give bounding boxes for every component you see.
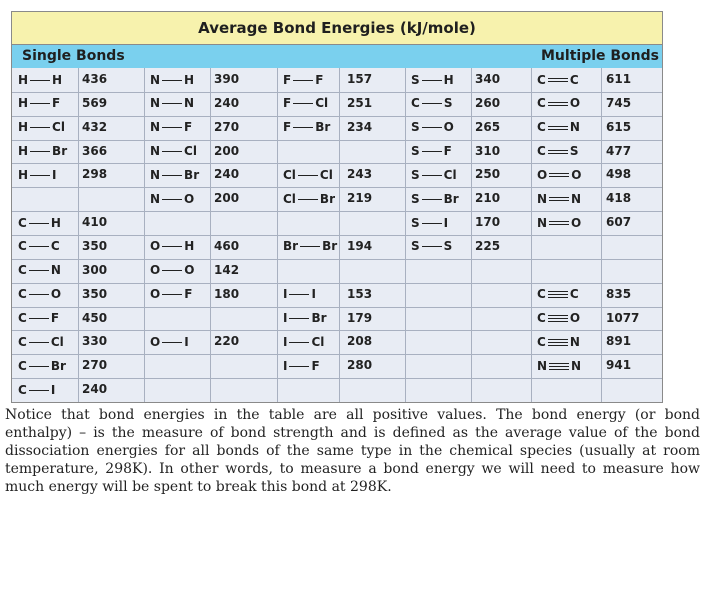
bond-line-icon (293, 74, 313, 86)
bond-formula (411, 68, 454, 91)
bond-line-icon (300, 240, 320, 252)
atom-symbol: S (569, 144, 579, 159)
bond-energy-value: 941 (606, 358, 632, 373)
atom-symbol: C (537, 334, 546, 349)
bond-formula (18, 116, 65, 139)
atom-symbol: S (411, 239, 420, 254)
bond-energy-value: 210 (475, 191, 501, 206)
bond-formula (150, 140, 197, 163)
bond-line-icon (548, 145, 568, 157)
bond-line-icon (162, 193, 182, 205)
atom-symbol: Cl (283, 167, 296, 182)
bond-line-icon (289, 336, 309, 348)
bond-formula (411, 92, 452, 115)
atom-symbol: Cl (311, 334, 325, 349)
bond-line-icon (30, 97, 50, 109)
bond-formula (18, 68, 62, 91)
bond-line-icon (422, 97, 442, 109)
bond-line-icon (29, 240, 49, 252)
bond-line-icon (162, 169, 182, 181)
bond-energy-value: 615 (606, 119, 632, 134)
bond-formula (411, 187, 459, 210)
atom-symbol: C (18, 382, 27, 397)
atom-symbol: H (184, 239, 195, 254)
single-bonds-header: Single Bonds (22, 48, 125, 64)
multiple-bonds-header: Multiple Bonds (541, 48, 659, 64)
atom-symbol: O (184, 263, 195, 278)
atom-symbol: C (18, 334, 27, 349)
bond-energy-value: 745 (606, 95, 632, 110)
atom-symbol: C (18, 287, 27, 302)
atom-symbol: F (315, 72, 324, 87)
explanation-paragraph: Notice that bond energies in the table are all positive values. The bond energy (or bond enthalpy) – is the measure of bond strength and is defined as the average value of the bond dissociation energies for all bonds of the same type in the chemical species (usually at room temperature, 298K). In other words, to measure a bond energy we will need to measure how much energy will be spent to break this bond at 298K. (5, 407, 700, 495)
bond-energy-value: 179 (347, 310, 373, 325)
bond-formula (150, 330, 189, 353)
atom-symbol: Cl (50, 334, 64, 349)
bond-energy-value: 432 (82, 119, 108, 134)
atom-symbol: S (443, 96, 453, 111)
atom-symbol: Br (283, 239, 299, 254)
atom-symbol: I (52, 167, 57, 182)
bond-line-icon (162, 121, 182, 133)
bond-energy-table (11, 11, 663, 403)
bond-energy-value: 251 (347, 95, 373, 110)
atom-symbol: C (18, 239, 27, 254)
atom-symbol: Br (319, 191, 335, 206)
bond-energy-value: 170 (475, 215, 501, 230)
bond-formula (150, 283, 192, 306)
bond-line-icon (29, 336, 49, 348)
bond-line-icon (422, 217, 442, 229)
atom-symbol: F (184, 120, 193, 135)
bond-grid (12, 68, 662, 402)
bond-energy-value: 569 (82, 95, 108, 110)
bond-formula (283, 68, 323, 91)
bond-formula (537, 187, 581, 210)
bond-line-icon (29, 384, 49, 396)
atom-symbol: Cl (315, 96, 329, 111)
bond-energy-value: 1077 (606, 310, 640, 325)
atom-symbol: C (537, 144, 546, 159)
bond-formula (18, 163, 57, 186)
bond-energy-value: 200 (214, 191, 240, 206)
bond-line-icon (293, 121, 313, 133)
bond-formula (18, 378, 55, 401)
bond-line-icon (162, 74, 182, 86)
atom-symbol: O (443, 120, 454, 135)
row-divider (12, 259, 662, 260)
atom-symbol: Br (315, 120, 331, 135)
bond-formula (150, 187, 194, 210)
atom-symbol: I (311, 287, 316, 302)
bond-energy-value: 330 (82, 334, 108, 349)
bond-formula (411, 211, 448, 234)
table-header-row (12, 44, 662, 68)
bond-energy-value: 225 (475, 238, 501, 253)
bond-line-icon (548, 74, 568, 86)
bond-line-icon (162, 264, 182, 276)
bond-formula (18, 235, 60, 258)
atom-symbol: C (537, 287, 546, 302)
atom-symbol: C (18, 358, 27, 373)
atom-symbol: H (50, 215, 61, 230)
atom-symbol: H (52, 72, 63, 87)
atom-symbol: C (18, 215, 27, 230)
bond-energy-value: 607 (606, 215, 632, 230)
bond-formula (283, 92, 328, 115)
atom-symbol: I (283, 287, 288, 302)
table-title-row (12, 12, 662, 44)
bond-energy-value: 220 (214, 334, 240, 349)
atom-symbol: C (537, 96, 546, 111)
atom-symbol: C (569, 287, 579, 302)
atom-symbol: C (18, 311, 27, 325)
bond-energy-value: 234 (347, 119, 373, 134)
atom-symbol: H (443, 72, 454, 87)
bond-line-icon (162, 145, 182, 157)
atom-symbol: O (571, 215, 582, 230)
bond-line-icon (549, 360, 569, 372)
bond-energy-value: 208 (347, 334, 373, 349)
atom-symbol: O (184, 191, 195, 206)
bond-formula (150, 235, 194, 258)
bond-energy-value: 157 (347, 72, 373, 86)
bond-formula (18, 259, 61, 282)
bond-energy-value: 153 (347, 286, 373, 301)
bond-energy-value: 340 (475, 72, 501, 86)
atom-symbol: Br (311, 311, 327, 325)
atom-symbol: C (537, 311, 546, 325)
bond-formula (150, 92, 194, 115)
bond-energy-value: 410 (82, 215, 108, 230)
bond-line-icon (422, 240, 442, 252)
bond-energy-value: 350 (82, 286, 108, 301)
bond-energy-value: 270 (214, 119, 240, 134)
bond-line-icon (30, 121, 50, 133)
atom-symbol: I (283, 311, 288, 325)
bond-line-icon (29, 288, 49, 300)
atom-symbol: Cl (184, 144, 197, 159)
atom-symbol: N (150, 144, 161, 159)
bond-energy-value: 260 (475, 95, 501, 110)
atom-symbol: F (283, 120, 292, 135)
bond-formula (283, 330, 324, 353)
atom-symbol: N (569, 120, 580, 135)
atom-symbol: S (411, 144, 420, 159)
atom-symbol: H (18, 167, 29, 182)
bond-formula (283, 163, 333, 186)
atom-symbol: Br (52, 144, 68, 159)
atom-symbol: N (184, 96, 195, 111)
bond-formula (537, 283, 579, 306)
bond-energy-value: 498 (606, 167, 632, 182)
atom-symbol: Br (50, 358, 66, 373)
bond-formula (537, 140, 578, 163)
atom-symbol: Cl (283, 191, 296, 206)
atom-symbol: N (537, 358, 548, 373)
atom-symbol: N (150, 120, 161, 135)
bond-formula (283, 116, 330, 139)
bond-formula (150, 68, 194, 91)
bond-line-icon (548, 288, 568, 300)
atom-symbol: O (569, 96, 581, 111)
bond-line-icon (422, 193, 442, 205)
atom-symbol: H (18, 72, 29, 87)
atom-symbol: C (18, 263, 27, 278)
bond-energy-value: 240 (214, 95, 240, 110)
atom-symbol: N (150, 167, 161, 182)
bond-formula (18, 140, 67, 163)
bond-formula (411, 140, 452, 163)
atom-symbol: C (537, 120, 546, 135)
atom-symbol: N (571, 191, 582, 206)
bond-formula (537, 211, 581, 234)
bond-formula (537, 68, 579, 91)
bond-line-icon (548, 312, 568, 324)
atom-symbol: S (411, 72, 420, 87)
atom-symbol: O (150, 287, 161, 302)
bond-formula (537, 354, 581, 377)
atom-symbol: O (537, 167, 548, 182)
bond-line-icon (422, 121, 442, 133)
atom-symbol: F (52, 96, 61, 111)
row-divider (12, 378, 662, 379)
atom-symbol: C (411, 96, 420, 111)
bond-energy-value: 350 (82, 238, 108, 253)
bond-energy-value: 891 (606, 334, 632, 349)
bond-formula (537, 330, 580, 353)
bond-formula (18, 92, 60, 115)
bond-formula (18, 211, 61, 234)
bond-energy-value: 460 (214, 238, 240, 253)
bond-line-icon (298, 169, 318, 181)
bond-line-icon (548, 121, 568, 133)
atom-symbol: N (150, 72, 161, 87)
bond-formula (537, 92, 580, 115)
atom-symbol: O (50, 287, 62, 302)
atom-symbol: F (184, 287, 193, 302)
bond-line-icon (422, 74, 442, 86)
bond-formula (283, 354, 320, 377)
atom-symbol: H (184, 72, 195, 87)
bond-energy-value: 280 (347, 358, 373, 373)
atom-symbol: O (569, 311, 581, 325)
atom-symbol: C (50, 239, 60, 254)
atom-symbol: Br (184, 167, 200, 182)
atom-symbol: O (150, 263, 161, 278)
bond-energy-value: 436 (82, 72, 108, 86)
bond-line-icon (289, 360, 309, 372)
bond-energy-value: 142 (214, 262, 240, 277)
bond-energy-value: 219 (347, 191, 373, 206)
bond-line-icon (549, 169, 569, 181)
atom-symbol: I (443, 215, 449, 230)
bond-energy-value: 418 (606, 191, 632, 206)
bond-formula (537, 163, 581, 186)
atom-symbol: C (569, 72, 579, 87)
bond-line-icon (29, 264, 49, 276)
bond-line-icon (289, 288, 309, 300)
bond-formula (18, 354, 66, 377)
bond-line-icon (422, 169, 442, 181)
bond-line-icon (29, 360, 49, 372)
bond-line-icon (30, 145, 50, 157)
bond-energy-value: 835 (606, 286, 632, 301)
atom-symbol: N (150, 191, 161, 206)
atom-symbol: S (411, 191, 420, 206)
bond-line-icon (549, 217, 569, 229)
bond-line-icon (293, 97, 313, 109)
bond-line-icon (30, 74, 50, 86)
bond-energy-value: 477 (606, 143, 632, 158)
bond-formula (150, 163, 199, 186)
bond-formula (411, 116, 454, 139)
bond-formula (283, 235, 337, 258)
atom-symbol: S (411, 215, 420, 230)
bond-energy-value: 450 (82, 310, 108, 325)
bond-formula (150, 116, 192, 139)
bond-formula (150, 259, 194, 282)
atom-symbol: I (283, 358, 288, 373)
bond-energy-value: 300 (82, 262, 108, 277)
bond-formula (411, 163, 457, 186)
bond-line-icon (162, 288, 182, 300)
table-title: Average Bond Energies (kJ/mole) (198, 19, 476, 37)
atom-symbol: N (571, 358, 582, 373)
atom-symbol: O (150, 239, 161, 254)
bond-energy-value: 611 (606, 72, 632, 86)
atom-symbol: I (283, 334, 288, 349)
bond-line-icon (298, 193, 318, 205)
atom-symbol: F (283, 96, 292, 111)
atom-symbol: O (571, 167, 582, 182)
bond-energy-value: 240 (214, 167, 240, 182)
bond-energy-value: 310 (475, 143, 501, 158)
atom-symbol: N (537, 191, 548, 206)
atom-symbol: F (443, 144, 452, 159)
bond-formula (537, 307, 580, 330)
bond-formula (283, 283, 316, 306)
bond-energy-value: 390 (214, 72, 240, 86)
bond-line-icon (162, 336, 182, 348)
atom-symbol: Br (322, 239, 338, 254)
atom-symbol: H (18, 96, 29, 111)
bond-line-icon (162, 97, 182, 109)
bond-energy-value: 240 (82, 382, 108, 397)
bond-formula (283, 307, 327, 330)
bond-formula (18, 330, 64, 353)
bond-line-icon (30, 169, 50, 181)
bond-line-icon (548, 336, 568, 348)
atom-symbol: Cl (443, 167, 457, 182)
bond-line-icon (29, 217, 49, 229)
bond-formula (537, 116, 580, 139)
bond-line-icon (162, 240, 182, 252)
atom-symbol: N (50, 263, 61, 278)
atom-symbol: Cl (319, 167, 333, 182)
bond-line-icon (29, 312, 49, 324)
atom-symbol: F (50, 311, 60, 325)
atom-symbol: O (150, 334, 161, 349)
atom-symbol: Cl (52, 120, 65, 135)
bond-formula (18, 283, 61, 306)
atom-symbol: F (311, 358, 320, 373)
bond-energy-value: 270 (82, 358, 108, 373)
bond-energy-value: 366 (82, 143, 108, 158)
bond-formula (283, 187, 335, 210)
bond-energy-value: 298 (82, 167, 108, 182)
atom-symbol: F (283, 72, 292, 87)
bond-formula (411, 235, 452, 258)
bond-formula (18, 307, 59, 330)
bond-line-icon (422, 145, 442, 157)
atom-symbol: H (18, 144, 29, 159)
bond-energy-value: 194 (347, 238, 373, 253)
bond-line-icon (548, 97, 568, 109)
atom-symbol: S (443, 239, 453, 254)
atom-symbol: N (150, 96, 161, 111)
bond-energy-value: 250 (475, 167, 501, 182)
bond-energy-value: 180 (214, 286, 240, 301)
atom-symbol: H (18, 120, 29, 135)
atom-symbol: Br (443, 191, 459, 206)
atom-symbol: C (537, 72, 546, 87)
bond-line-icon (549, 193, 569, 205)
bond-energy-value: 243 (347, 167, 373, 182)
atom-symbol: S (411, 120, 420, 135)
bond-energy-value: 265 (475, 119, 501, 134)
atom-symbol: S (411, 167, 420, 182)
atom-symbol: I (50, 382, 56, 397)
bond-energy-value: 200 (214, 143, 240, 158)
atom-symbol: N (537, 215, 548, 230)
bond-line-icon (289, 312, 309, 324)
atom-symbol: N (569, 334, 580, 349)
atom-symbol: I (184, 334, 189, 349)
